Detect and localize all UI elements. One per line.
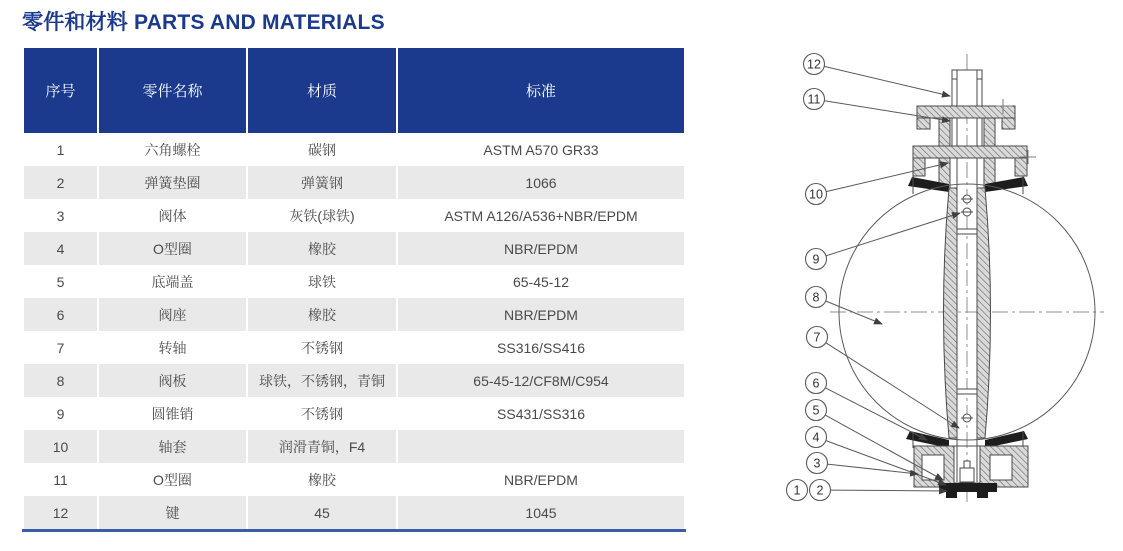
table-cell: 碳钢 [308,141,336,158]
page-title [22,6,385,36]
table-cell: 11 [53,471,68,488]
table-cell: 1045 [398,496,684,529]
leader-line-12 [824,66,950,96]
table-cell: NBR/EPDM [504,471,578,488]
table-cell: 9 [56,405,65,422]
table-cell: 阀板 [99,364,246,397]
table-cell: 弹簧钢 [248,166,396,199]
table-row [24,331,684,364]
page-title-zh: 零件和材料 [22,11,128,34]
callout-label-10: 10 [809,187,823,202]
table-row [24,430,684,463]
callout-label-11: 11 [807,92,821,107]
callout-label-5: 5 [812,403,820,418]
table-row [24,463,684,496]
table-cell: 12 [24,496,97,529]
table-cell: 1 [56,141,65,158]
table-cell: 润滑青铜，F4 [248,430,396,463]
table-cell: O型圈 [153,471,192,488]
table-row [24,496,684,529]
column-header-1: 零件名称 [99,48,246,133]
table-cell: 轴套 [99,430,246,463]
table-cell: 球铁，不锈钢，青铜 [248,364,396,397]
table-cell: 45 [248,496,396,529]
table-cell: 球铁 [308,273,336,290]
valve-drawing [830,54,1104,506]
callout-label-1: 1 [793,483,801,498]
table-cell: 弹簧垫圈 [99,166,246,199]
table-cell: 橡胶 [248,232,396,265]
header-row [24,48,684,133]
column-header-3: 标准 [398,48,684,133]
column-header-0: 序号 [24,48,97,133]
table-cell: SS316/SS416 [497,339,585,356]
table-cell [398,430,684,463]
table-cell: 2 [24,166,97,199]
leader-line-3 [827,464,918,474]
table-cell: 1066 [398,166,684,199]
table-cell: NBR/EPDM [398,298,684,331]
top-mounting-flange [913,106,1027,188]
valve-cross-section-diagram [690,0,1123,551]
callout-label-9: 9 [812,252,820,267]
table-row [24,133,684,166]
table-row [24,364,684,397]
table-cell: ASTM A126/A536+NBR/EPDM [444,207,638,224]
table-cell: 橡胶 [248,298,396,331]
table-row [24,232,684,265]
leader-line-9 [826,213,960,256]
table-body [24,133,684,529]
table-cell: 圆锥销 [151,405,194,422]
leader-line-2 [831,490,948,491]
callout-label-3: 3 [813,456,821,471]
table-cell: 8 [24,364,97,397]
callout-label-6: 6 [812,376,820,391]
table-header [24,48,684,133]
table-cell: ASTM A570 GR33 [483,141,599,158]
table-cell: 橡胶 [308,471,336,488]
callout-label-2: 2 [816,483,824,498]
column-header-2: 材质 [248,48,396,133]
table-cell: O型圈 [99,232,246,265]
callouts [787,54,961,501]
table-cell: 3 [56,207,65,224]
callout-label-4: 4 [812,430,820,445]
table-row [24,199,684,232]
parts-materials-table [22,48,686,532]
callout-label-8: 8 [812,290,820,305]
table-cell: 底端盖 [151,273,194,290]
table-cell: NBR/EPDM [398,232,684,265]
leader-line-6 [825,388,927,440]
callout-label-7: 7 [813,330,821,345]
table-cell: 六角螺栓 [144,141,201,158]
table-cell: 阀体 [158,207,187,224]
page-title-en: PARTS AND MATERIALS [134,11,385,34]
table-cell: 7 [56,339,65,356]
callout-label-12: 12 [807,57,821,72]
table-row [24,397,684,430]
table-row [24,265,684,298]
table-cell: 阀座 [99,298,246,331]
table-cell: 65-45-12/CF8M/C954 [398,364,684,397]
table-cell: 6 [24,298,97,331]
leader-line-7 [826,343,959,428]
table-cell: 转轴 [158,339,187,356]
table-row [24,166,684,199]
bottom-plug-bolt [960,461,974,482]
table-cell: 65-45-12 [512,273,570,290]
table-cell: 5 [56,273,65,290]
table-cell: 不锈钢 [301,405,343,422]
table-cell: 灰铁(球铁) [289,207,355,224]
bottom-end-cover [939,483,997,498]
table-cell: 键 [99,496,246,529]
table-cell: 不锈钢 [301,339,343,356]
table-cell: 10 [24,430,97,463]
table-row [24,298,684,331]
table-cell: SS431/SS316 [497,405,585,422]
table-cell: 4 [24,232,97,265]
